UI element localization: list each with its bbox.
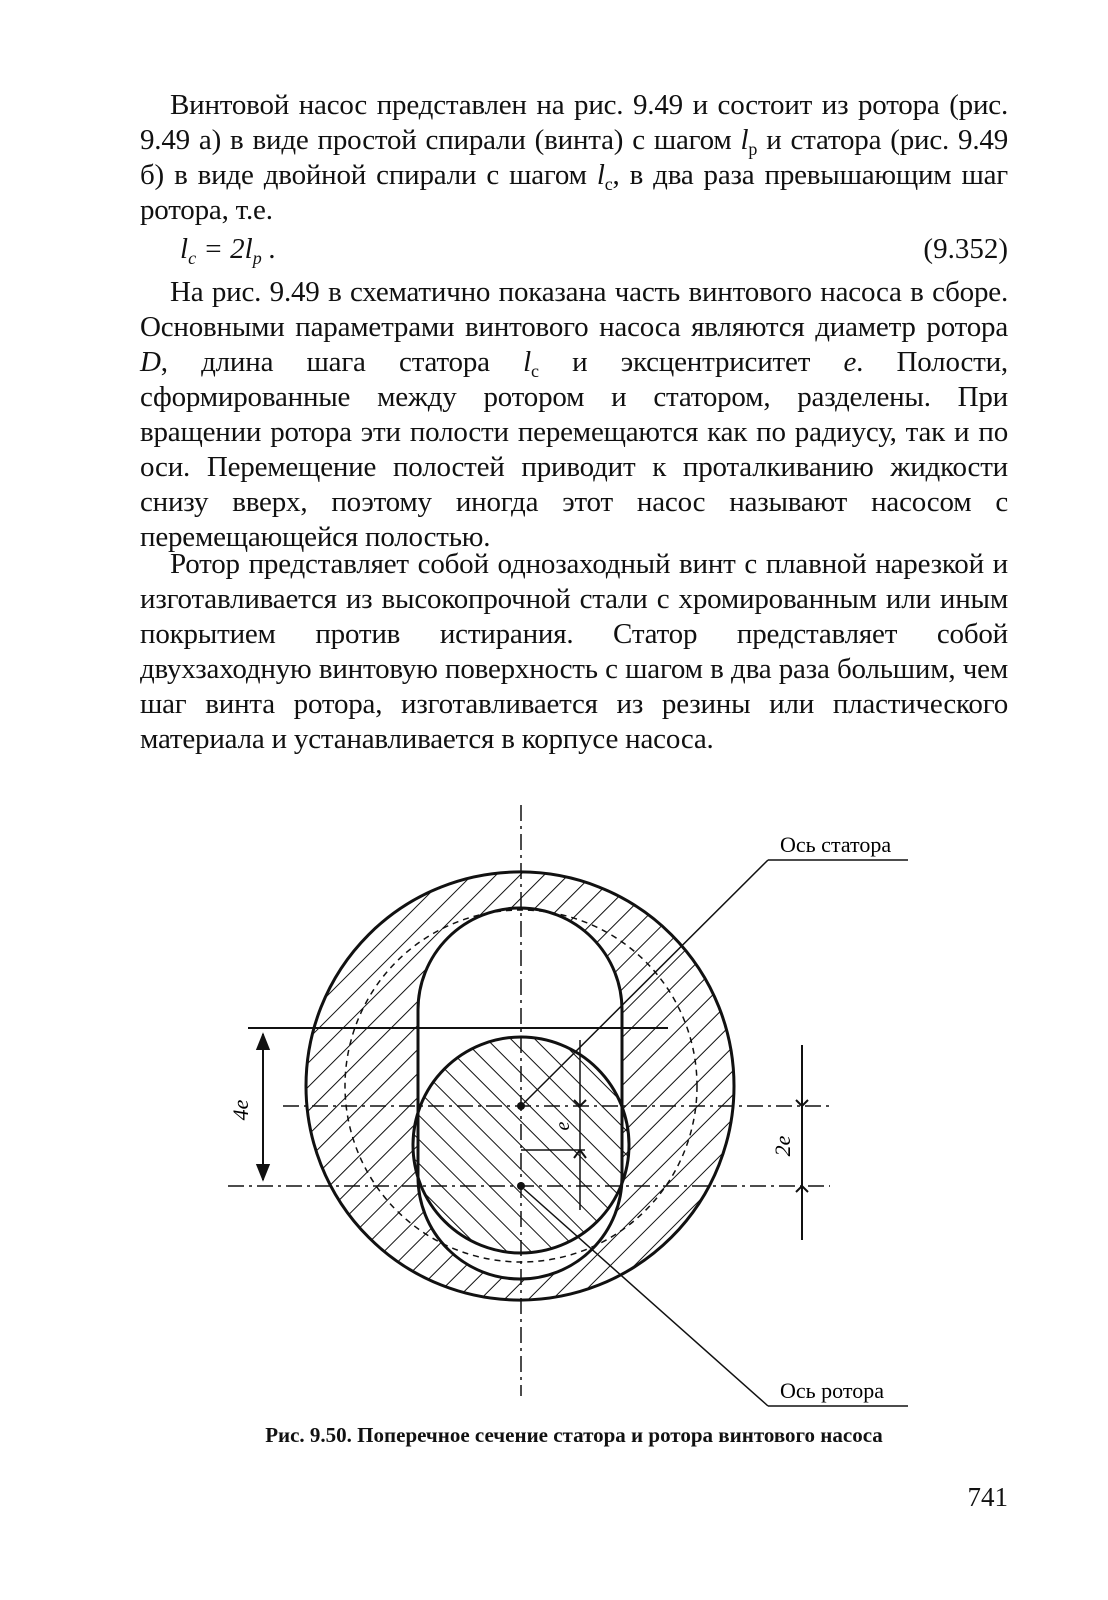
- dim-2e-label: 2e: [770, 1135, 795, 1157]
- dim-e-label: e: [552, 1121, 574, 1131]
- page-number: 741: [967, 1482, 1008, 1512]
- stator-axis-label: Ось статора: [780, 832, 892, 857]
- paragraph-2: На рис. 9.49 в схематично показана часть винтового насоса в сборе. Основными параметрами винтового насоса являются диаметр ротора D, длина шага статора $l_с$ и эксцентриситет е. Полости, сформированные между ротором и статором, разделены. При вращении ротора эти полости перемещаются как по радиусу, так и по оси. Перемещение полостей приводит к проталкиванию жидкости снизу вверх, поэтому иногда этот насос называют насосом с перемещающейся полостью.: [140, 276, 1008, 553]
- paragraph-3: Ротор представляет собой однозаходный винт с плавной нарезкой и изготавливается из высокопрочной стали с хромированным или иным покрытием против истирания. Статор представляет собой двухзаходную винтовую поверхность с шагом в два раза большим, чем шаг винта ротора, изготавливается из резины или пластического материала и устанавливается в корпусе насоса.: [140, 548, 1008, 755]
- dim-4e-label: 4e: [228, 1099, 253, 1121]
- paragraph-1: Винтовой насос представлен на рис. 9.49 и состоит из ротора (рис. 9.49 а) в виде простой спирали (винта) с шагом $l_р$ и статора (рис. 9.49 б) в виде двойной спирали с шагом $l_с$, в два раза превышающим шаг ротора, т.е.: [140, 89, 1009, 226]
- figure-caption: Рис. 9.50. Поперечное сечение статора и ротора винтового насоса: [265, 1423, 883, 1447]
- formula-number: (9.352): [923, 233, 1008, 265]
- rotor-axis-label: Ось ротора: [780, 1378, 884, 1403]
- formula-9-352: $l_с = 2l_р$ . (9.352): [180, 233, 1008, 268]
